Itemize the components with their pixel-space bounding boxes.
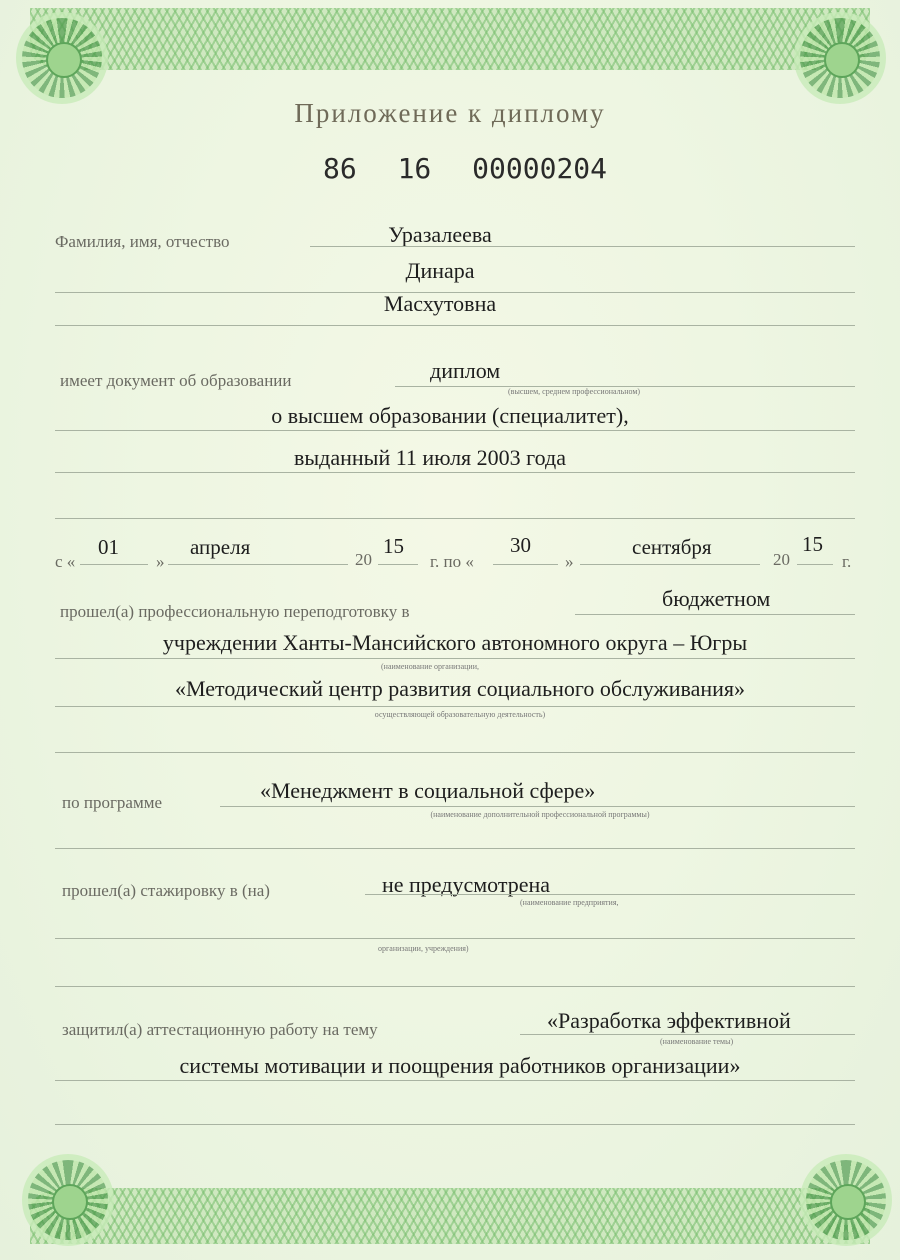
period-start-year-prefix: 20 (355, 550, 372, 569)
thesis-label: защитил(а) аттестационную работу на тему (62, 1020, 378, 1039)
fill-line (580, 564, 760, 565)
fill-line (55, 706, 855, 707)
fill-line (80, 564, 148, 565)
retraining-hint-2: осуществляющей образовательную деятельность) (374, 710, 546, 719)
thesis-hint: (наименование темы) (660, 1037, 734, 1046)
rosette-ornament-icon (806, 1160, 886, 1240)
serial-part-2: 16 (397, 152, 432, 185)
retraining-hint-1: (наименование организации, (381, 662, 479, 671)
bottom-guilloche-border (30, 1188, 870, 1244)
fill-line (168, 564, 348, 565)
period-start-day: 01 (98, 535, 119, 559)
retraining-value-1: бюджетном (662, 586, 771, 611)
education-doc-label: имеет документ об образовании (60, 371, 292, 390)
fill-line (55, 986, 855, 987)
fio-label: Фамилия, имя, отчество (55, 232, 230, 251)
fill-line (55, 752, 855, 753)
internship-value: не предусмотрена (382, 872, 551, 897)
fill-line (378, 564, 418, 565)
fill-line (220, 806, 855, 807)
period-start-year: 15 (383, 534, 404, 558)
period-end-suffix: г. (842, 552, 852, 571)
thesis-value-1: «Разработка эффективной (547, 1008, 791, 1033)
program-value: «Менеджмент в социальной сфере» (260, 778, 596, 803)
fio-patronymic: Масхутовна (383, 291, 497, 316)
fill-line (55, 472, 855, 473)
fill-line (55, 1080, 855, 1081)
program-label: по программе (62, 793, 163, 812)
fio-surname: Уразалеева (388, 222, 492, 247)
period-end-month: сентября (632, 535, 712, 559)
fill-line (55, 938, 855, 939)
retraining-label: прошел(а) профессиональную переподготовку в (60, 602, 410, 621)
period-end-close: » (565, 552, 574, 571)
period-end-year-prefix: 20 (773, 550, 790, 569)
period-end-day: 30 (510, 533, 531, 557)
education-doc-value: диплом (430, 358, 501, 383)
fill-line (365, 894, 855, 895)
rosette-ornament-icon (28, 1160, 108, 1240)
fill-line (493, 564, 558, 565)
fill-line (55, 325, 855, 326)
period-po-label: г. по « (430, 552, 474, 571)
period-start-prefix: с « (55, 552, 76, 571)
education-doc-line2: о высшем образовании (специалитет), (271, 403, 629, 428)
fill-line (520, 1034, 855, 1035)
period-start-close: » (156, 552, 165, 571)
fill-line (797, 564, 833, 565)
retraining-value-2: учреждении Ханты-Мансийского автономного округа – Югры (162, 630, 748, 655)
education-doc-hint: (высшем, среднем профессиональном) (508, 387, 641, 396)
fill-line (310, 246, 855, 247)
fill-line (55, 518, 855, 519)
period-end-year: 15 (802, 532, 823, 556)
document-title: Приложение к диплому (294, 98, 606, 128)
top-guilloche-border (30, 8, 870, 70)
fill-line (55, 848, 855, 849)
serial-part-1: 86 (323, 152, 357, 185)
serial-part-3: 00000204 (472, 152, 608, 185)
fill-line (55, 658, 855, 659)
serial-number (323, 152, 625, 185)
internship-hint-1: (наименование предприятия, (520, 898, 619, 907)
internship-hint-2: организации, учреждения) (378, 944, 469, 953)
fill-line (575, 614, 855, 615)
rosette-ornament-icon (800, 18, 880, 98)
internship-label: прошел(а) стажировку в (на) (62, 881, 270, 900)
fio-name: Динара (405, 258, 475, 283)
retraining-value-3: «Методический центр развития социального обслуживания» (174, 676, 746, 701)
rosette-ornament-icon (22, 18, 102, 98)
fill-line (55, 430, 855, 431)
education-doc-line3: выданный 11 июля 2003 года (294, 445, 566, 470)
fill-line (55, 1124, 855, 1125)
program-hint: (наименование дополнительной профессиональной программы) (430, 810, 650, 819)
thesis-value-2: системы мотивации и поощрения работников организации» (179, 1053, 741, 1078)
period-start-month: апреля (190, 535, 251, 559)
